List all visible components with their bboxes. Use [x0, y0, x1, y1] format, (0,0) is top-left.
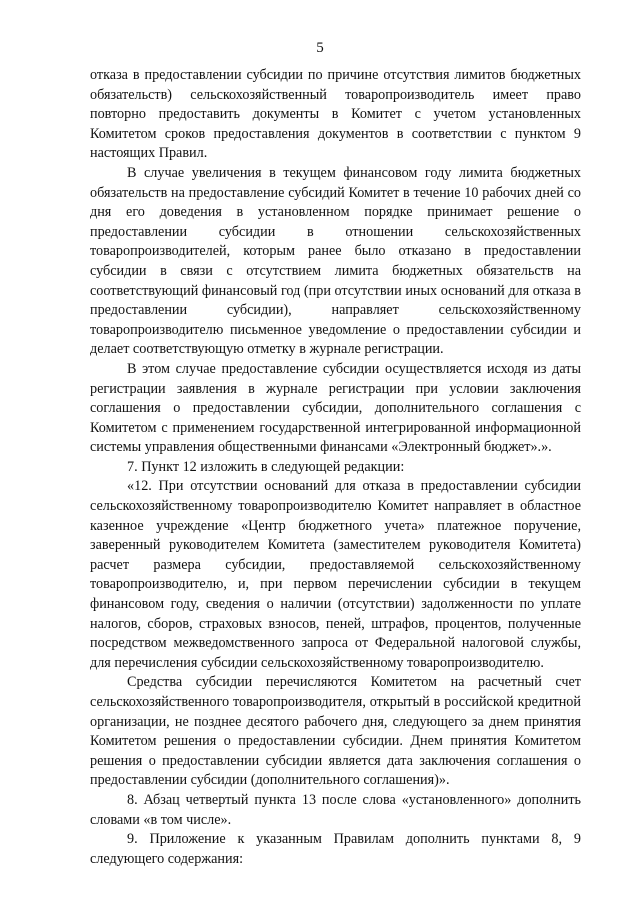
paragraph-item-8: 8. Абзац четвертый пункта 13 после слова «установленного» дополнить словами «в том числе».	[90, 791, 581, 828]
document-body	[90, 66, 581, 869]
page-number: 5	[316, 40, 324, 56]
paragraph-item-9: 9. Приложение к указанным Правилам дополнить пунктами 8, 9 следующего содержания:	[90, 831, 581, 867]
paragraph-item-7: 7. Пункт 12 изложить в следующей редакции:	[127, 458, 405, 475]
paragraph-limit-increase: В случае увеличения в текущем финансовом году лимита бюджетных обязательств на предоставление субсидий Комитет в течение 10 рабочих дней со дня его доведения в установленном порядке принимает решение о предоставлении субсидии в отношении сельскохозяйственных товаропроизводителей, которым ранее было отказано в предоставлении субсидии в связи с отсутствием лимита бюджетных обязательств на соответствующий финансовый год (при отсутствии иных оснований для отказа в предоставлении субсидии), направляет сельскохозяйственному товаропроизводителю письменное уведомление о предоставлении субсидии и делает соответствующую отметку в журнале регистрации.	[90, 164, 581, 358]
paragraph-continuation: отказа в предоставлении субсидии по причине отсутствия лимитов бюджетных обязательств) сельскохозяйственный товаропроизводитель имеет право повторно предоставить документы в Комитет с учетом установленных Комитетом сроков предоставления документов в соответствии с пунктом 9 настоящих Правил.	[90, 67, 581, 162]
paragraph-registration-date: В этом случае предоставление субсидии осуществляется исходя из даты регистрации заявления в журнале регистрации при условии заключения соглашения о предоставлении субсидии, дополнительного соглашения с Комитетом с применением государственной интегрированной информационной системы управления общественными финансами «Электронный бюджет».».	[90, 360, 581, 456]
paragraph-subsidy-transfer: Средства субсидии перечисляются Комитетом на расчетный счет сельскохозяйственного товаропроизводителя, открытый в российской кредитной организации, не позднее десятого рабочего дня, следующего за днем принятия Комитетом решения о предоставлении субсидии. Днем принятия Комитетом решения о предоставлении субсидии является дата заключения соглашения о предоставлении субсидии (дополнительного соглашения)».	[90, 674, 581, 789]
paragraph-point-12: «12. При отсутствии оснований для отказа в предоставлении субсидии сельскохозяйственному товаропроизводителю Комитет направляет в областное казенное учреждение «Центр бюджетного учета» платежное поручение, заверенный руководителем Комитета (заместителем руководителя Комитета) расчет размера субсидии, предоставляемой сельскохозяйственному товаропроизводителю, и, при первом перечислении субсидии в текущем финансовом году, сведения о наличии (отсутствии) задолженности по уплате налогов, сборов, страховых взносов, пеней, штрафов, процентов, полученные посредством межведомственного запроса от Федеральной налоговой службы, для перечисления субсидии сельскохозяйственному товаропроизводителю.	[90, 478, 581, 671]
